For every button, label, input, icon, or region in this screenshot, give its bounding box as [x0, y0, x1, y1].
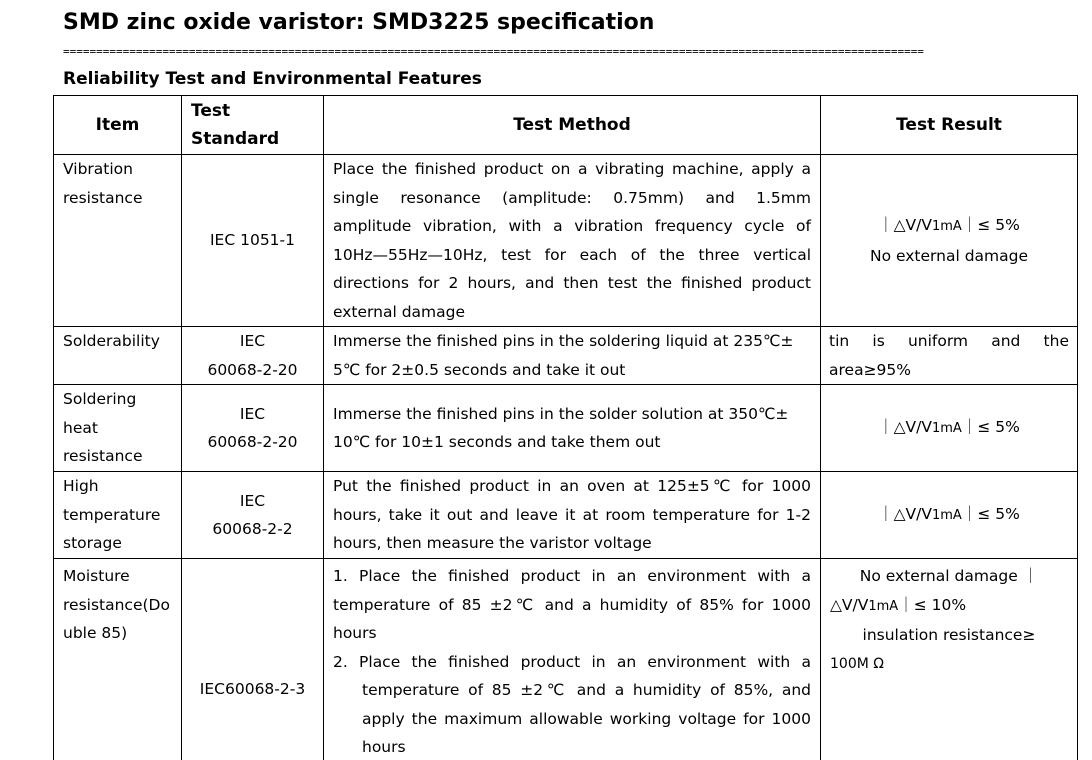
standard-cell: IEC 60068-2-20 [182, 385, 324, 472]
header-item: Item [54, 96, 182, 155]
header-test-method: Test Method [324, 96, 821, 155]
item-cell: Solderability [54, 327, 182, 385]
table-row-soldering-heat [54, 385, 1078, 472]
item-cell: Vibration resistance [54, 155, 182, 327]
result-cell: ｜△V/V1mA｜≤ 5% [821, 472, 1078, 559]
table-row-solderability [54, 327, 1078, 385]
item-cell: Soldering heat resistance [54, 385, 182, 472]
result-cell: tin is uniform and the area≥95% [821, 327, 1078, 385]
item-cell: High temperature storage [54, 472, 182, 559]
result-cell: ｜△V/V1mA｜≤ 5% No external damage [821, 155, 1078, 327]
result-cell: ｜△V/V1mA｜≤ 5% [821, 385, 1078, 472]
result-cell: No external damage ｜ △V/V1mA｜≤ 10% insulation resistance≥ 100M Ω [821, 559, 1078, 760]
standard-cell: IEC 60068-2-20 [182, 327, 324, 385]
separator-line: ================================================================================================================================== [63, 45, 924, 58]
standard-cell: IEC 60068-2-2 [182, 472, 324, 559]
table-header-row [54, 96, 1078, 155]
method-cell: Place the finished product on a vibrating machine, apply a single resonance (amplitude: 0.75mm) and 1.5mm amplitude vibration, with a vibration frequency cycle of 10Hz—55Hz—10Hz, test for each of the three vertical directions for 2 hours, and then test the finished product external damage [324, 155, 821, 327]
method-cell: Put the finished product in an oven at 125±5℃ for 1000 hours, take it out and leave it at room temperature for 1-2 hours, then measure the varistor voltage [324, 472, 821, 559]
method-cell: Immerse the finished pins in the soldering liquid at 235℃± 5℃ for 2±0.5 seconds and take it out [324, 327, 821, 385]
document-title: SMD zinc oxide varistor: SMD3225 specification [63, 10, 655, 35]
section-title: Reliability Test and Environmental Features [63, 69, 482, 89]
table-row-vibration [54, 155, 1078, 327]
header-test-standard: Test Standard [182, 96, 324, 155]
reliability-table [53, 95, 1078, 760]
item-cell: Moisture resistance(Do uble 85) [54, 559, 182, 760]
standard-cell: IEC60068-2-3 [182, 559, 324, 760]
table-row-moisture [54, 559, 1078, 760]
method-cell: Immerse the finished pins in the solder solution at 350℃± 10℃ for 10±1 seconds and take them out [324, 385, 821, 472]
method-cell: 1. Place the finished product in an environment with a temperature of 85 ±2℃ and a humidity of 85% for 1000 hours 2. Place the finished product in an environment with a temperature of 85 ±2℃ and a humidity of 85%, and apply the maximum allowable working voltage for 1000 hours [324, 559, 821, 760]
standard-cell: IEC 1051-1 [182, 155, 324, 327]
table-row-high-temperature [54, 472, 1078, 559]
header-test-result: Test Result [821, 96, 1078, 155]
